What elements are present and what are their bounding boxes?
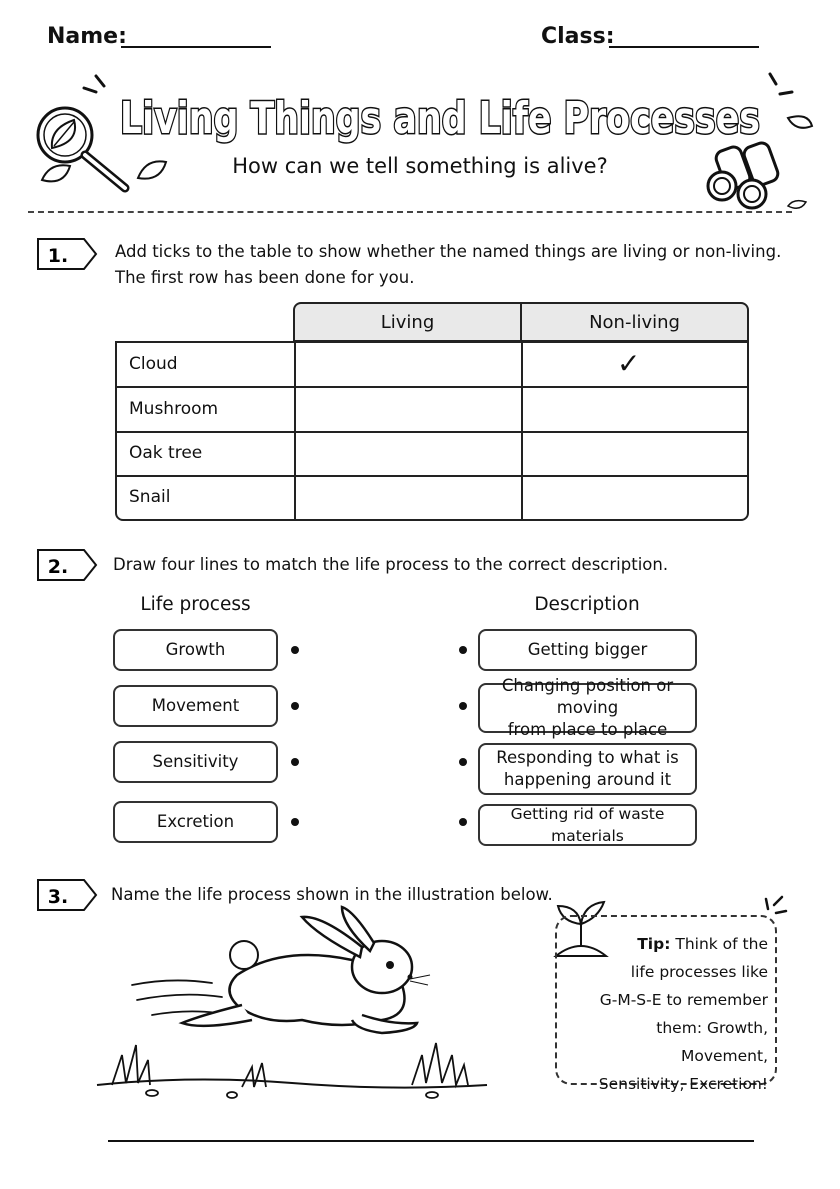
process-box-growth: Growth [113,629,278,671]
tip-label: Tip: [637,935,671,953]
cell-mushroom-non-living[interactable] [523,388,747,431]
match-dot-right[interactable] [459,646,467,654]
description-box [478,629,697,671]
description-heading: Description [534,594,640,615]
match-dot-left[interactable] [291,758,299,766]
question-number-badge [36,878,98,912]
page-subtitle: How can we tell something is alive? [232,154,608,178]
tip-line: life processes like [630,963,768,981]
cell-oak-tree-living[interactable] [296,433,521,475]
column-header-living: Living [293,302,522,342]
process-box-excretion: Excretion [113,801,278,843]
q3-number: 3. [47,886,69,908]
question-number-badge [36,237,98,271]
cell-mushroom-living[interactable] [296,388,521,431]
process-box-movement: Movement [113,685,278,727]
match-dot-left[interactable] [291,818,299,826]
question-number-badge [36,548,98,582]
tip-line: Sensitivity, Excretion! [598,1075,768,1093]
description-box [478,804,697,846]
table-row-label: Cloud [129,354,178,374]
life-process-heading: Life process [140,594,251,615]
q1-instruction-line2: The first row has been done for you. [115,268,415,287]
match-dot-left[interactable] [291,702,299,710]
cell-snail-non-living[interactable] [523,477,747,519]
process-box-sensitivity: Sensitivity [113,741,278,783]
table-row-label: Snail [129,487,171,507]
table-row-label: Mushroom [129,399,219,419]
description-text: happening around it [503,770,672,789]
magnifying-glass-leaf-icon [30,100,170,200]
jumping-rabbit-illustration [92,905,492,1105]
binoculars-icon [700,108,820,218]
description-text: Responding to what is [496,748,679,767]
match-dot-right[interactable] [459,758,467,766]
class-label: Class: [541,24,615,49]
q3-instruction: Name the life process shown in the illustration below. [111,885,553,904]
cell-snail-living[interactable] [296,477,521,519]
description-text: Getting rid of waste materials [510,805,665,845]
q1-number: 1. [47,245,69,267]
page-title: Living Things and Life Processes [120,93,760,144]
tip-line: Think of the [675,935,768,953]
column-header-non-living: Non-living [520,302,749,342]
name-label: Name: [47,24,127,49]
header-divider [28,211,792,213]
description-text: from place to place [507,720,668,739]
q2-instruction: Draw four lines to match the life process to the correct description. [113,555,669,574]
tip-line: G-M-S-E to remember [599,991,768,1009]
description-box [478,676,697,739]
table-row-label: Oak tree [129,443,203,463]
q3-answer-line[interactable] [108,1140,754,1142]
q1-instruction-line1: Add ticks to the table to show whether the named things are living or non-living. [115,242,782,261]
cell-oak-tree-non-living[interactable] [523,433,747,475]
description-text: Getting bigger [527,640,648,659]
cell-cloud-non-living[interactable]: ✓ [617,347,641,380]
q2-number: 2. [47,556,69,578]
match-dot-right[interactable] [459,818,467,826]
cell-cloud-living[interactable] [296,343,521,386]
tip-line: them: Growth, Movement, [656,1019,768,1065]
sparkle-icon [84,74,792,94]
living-nonliving-table [115,341,749,521]
description-text: Changing position or moving [501,676,674,717]
match-dot-left[interactable] [291,646,299,654]
description-box [478,743,697,795]
tip-text [568,930,768,1098]
match-dot-right[interactable] [459,702,467,710]
